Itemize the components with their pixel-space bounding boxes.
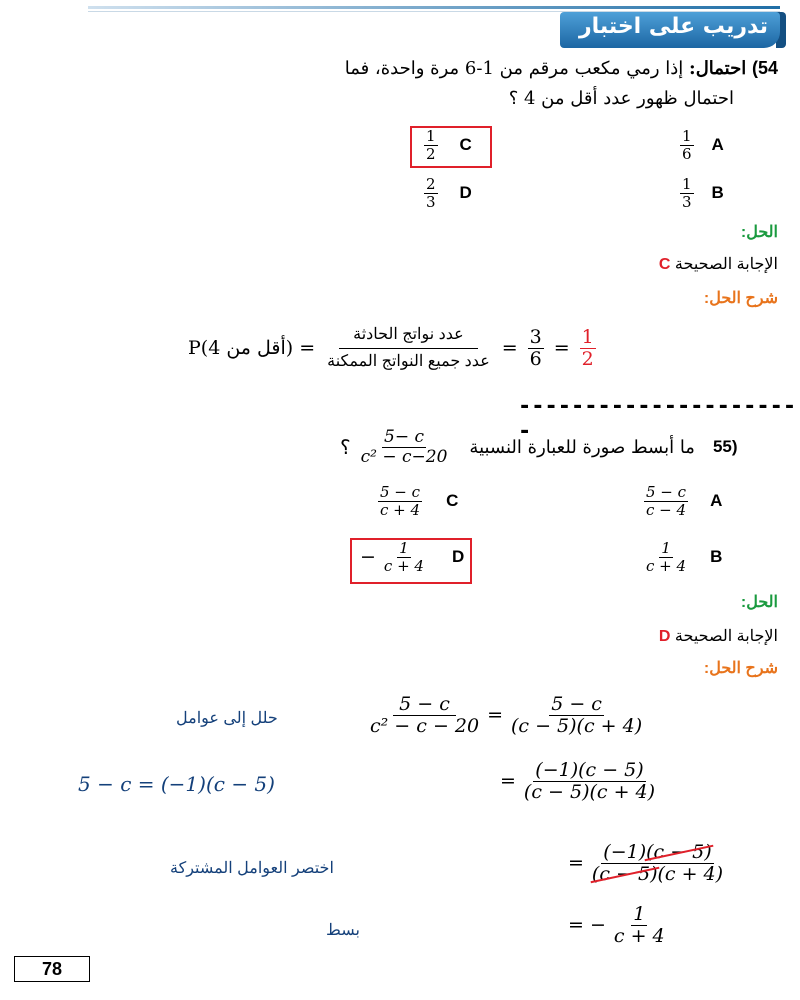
q55-option-b-fraction: $\frac{1}{c + 4}$	[646, 539, 687, 575]
q55-option-a-fraction: $\frac{5 - c}{c - 4}$	[646, 483, 687, 519]
q54-line1	[345, 58, 778, 79]
q55-text: ما أبسط صورة للعبارة النسبية	[469, 436, 695, 458]
q55-option-b-letter: B	[710, 547, 723, 566]
step1-rhs: $\frac{5 - c}{(c - 5)(c + 4)}$	[511, 693, 643, 737]
q55-option-b[interactable]	[644, 540, 722, 574]
q54-text-1: إذا رمي مكعب مرقم من 1-6 مرة واحدة، فما	[344, 58, 684, 79]
section-separator: ----------------------	[518, 394, 797, 444]
q55-answer-letter: D	[658, 628, 671, 645]
q54-answer-line	[659, 254, 778, 274]
q55-option-c-letter: C	[446, 491, 459, 510]
step1-eq: =	[487, 704, 503, 727]
header-rule	[88, 6, 780, 9]
q55-line	[340, 428, 738, 466]
step3-num-cancel: (c − 5)	[646, 841, 712, 863]
q55-option-a-letter: A	[710, 491, 723, 510]
q54-formula-value: $\frac{3}{6}$	[529, 325, 542, 370]
q55-explain-label: شرح الحل:	[703, 660, 778, 677]
step2-side-note: 5 − c = (−1)(c − 5)	[78, 772, 275, 796]
q54-option-b-letter: B	[711, 183, 724, 202]
q55-option-c-fraction: $\frac{5 - c}{c + 4}$	[380, 483, 421, 519]
step4-note: بسط	[326, 922, 360, 939]
q55-option-d-fraction: $\frac{1}{c + 4}$	[383, 539, 424, 575]
q55-option-d-sign: −	[360, 546, 376, 568]
q55-option-d[interactable]	[360, 540, 464, 574]
step3-equation	[568, 842, 725, 885]
q54-answer-letter: C	[658, 256, 671, 273]
step3-note: اختصر العوامل المشتركة	[170, 860, 334, 877]
step1-equation	[368, 694, 644, 737]
step1-lhs: $\frac{5 - c}{\text{c² − c − 20}}$	[370, 693, 480, 737]
q54-option-a-letter: A	[711, 135, 724, 154]
q54-formula-eq2: =	[553, 337, 570, 360]
q54-solution-label: الحل:	[740, 224, 778, 241]
q54-option-b-fraction: $\frac{1}{3}$	[682, 175, 692, 211]
q54-option-a-fraction: $\frac{1}{6}$	[682, 127, 692, 163]
q54-option-c-fraction: $\frac{1}{2}$	[426, 127, 436, 163]
step4-eq: = −	[568, 914, 606, 937]
step3-num-a: (−1)	[603, 841, 647, 863]
q55-answer-line	[659, 626, 778, 646]
step3-fraction	[590, 842, 725, 885]
q55-solution-label: الحل:	[740, 594, 778, 611]
q54-text-2: احتمال ظهور عدد أقل من 4 ؟	[508, 88, 734, 109]
header-title: تدريب على اختبار	[578, 14, 768, 39]
q55-option-d-letter: D	[451, 547, 465, 566]
step2-rhs: $\frac{(-1)(c - 5)}{(c - 5)(c + 4)}$	[523, 759, 656, 803]
q54-option-c[interactable]	[424, 128, 472, 162]
q54-option-d-letter: D	[459, 183, 472, 202]
step4-fraction: $\frac{1}{c + 4}$	[613, 903, 665, 947]
q54-explain-label: شرح الحل:	[703, 290, 778, 307]
step4-equation	[568, 904, 667, 947]
step2-equation	[500, 760, 657, 803]
q55-answer-text: الإجابة الصحيحة	[674, 628, 778, 645]
q55-option-a[interactable]	[644, 484, 722, 518]
page-number: 78	[14, 956, 90, 982]
q55-option-c[interactable]	[378, 484, 458, 518]
q54-option-b[interactable]	[680, 176, 724, 210]
step2-eq: =	[500, 770, 516, 793]
q54-number: 54)	[751, 58, 778, 78]
step3-den-b: (c + 4)	[657, 862, 724, 885]
q55-number: 55)	[712, 437, 738, 457]
q54-formula-fraction: $\frac{\text{عدد نواتج الحادثة}}{\text{عدد جميع النواتج الممكنة}}$	[327, 326, 490, 370]
q54-formula	[188, 326, 596, 370]
q55-expression: $\frac{5- c}{\text{c² − c−20}}$	[360, 427, 448, 467]
q54-formula-result: $\frac{1}{2}$	[581, 325, 594, 370]
step3-eq: =	[568, 852, 584, 875]
q54-formula-eq1: =	[501, 337, 518, 360]
q54-label: احتمال:	[689, 58, 747, 79]
step3-den-cancel: (c − 5)	[591, 862, 658, 885]
q54-formula-lhs: P(4 أقل من) =	[188, 337, 316, 360]
q54-option-c-letter: C	[459, 135, 472, 154]
q55-qmark: ؟	[340, 435, 351, 460]
q54-answer-text: الإجابة الصحيحة	[674, 256, 778, 273]
step1-note: حلل إلى عوامل	[176, 710, 278, 727]
q54-option-a[interactable]	[680, 128, 724, 162]
q54-option-d-fraction: $\frac{2}{3}$	[426, 175, 436, 211]
q54-option-d[interactable]	[424, 176, 472, 210]
